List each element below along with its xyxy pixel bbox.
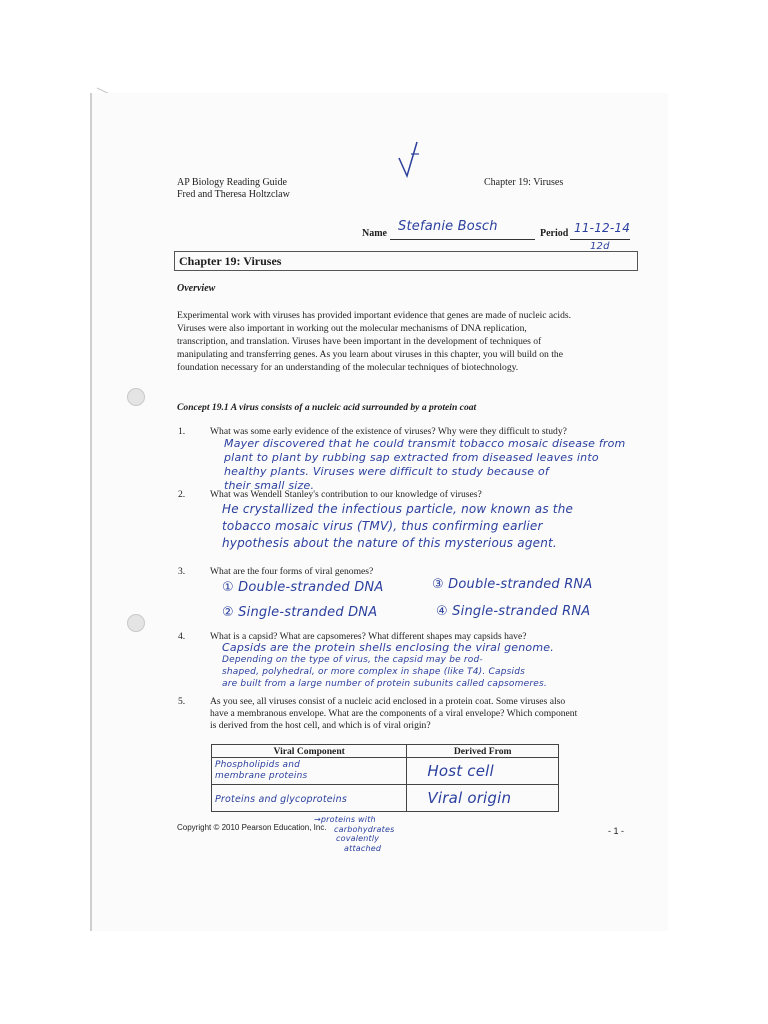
- question-number: 5.: [178, 696, 186, 707]
- guide-title: AP Biology Reading Guide: [177, 177, 287, 188]
- note-line: carbohydrates: [334, 824, 395, 834]
- period-date: 11-12-14: [574, 221, 631, 235]
- note-line: attached: [344, 843, 382, 853]
- table-cell: Viral origin: [407, 785, 559, 812]
- name-underline: [390, 239, 535, 240]
- check-mark-icon: [395, 140, 423, 180]
- page-number: - 1 -: [608, 826, 625, 836]
- question-number: 4.: [178, 631, 186, 642]
- concept-heading: Concept 19.1 A virus consists of a nucleic acid surrounded by a protein coat: [177, 402, 477, 413]
- overview-line: transcription, and translation. Viruses have been important in the development of techniques of: [177, 336, 542, 347]
- question-text: What is a capsid? What are capsomeres? What different shapes may capsids have?: [210, 631, 527, 642]
- question-text: [210, 696, 577, 732]
- answer-line: He crystallized the infectious particle, now known as the: [222, 502, 574, 516]
- genome-form: ① Double-stranded DNA: [222, 580, 384, 595]
- question-number: 3.: [178, 566, 186, 577]
- question-text: What are the four forms of viral genomes?: [210, 566, 374, 577]
- period-class: 12d: [590, 241, 610, 252]
- chapter-title: Chapter 19: Viruses: [179, 254, 282, 268]
- note-line: covalently: [336, 834, 380, 843]
- answer-text: [222, 501, 573, 552]
- answer-text: [222, 642, 554, 690]
- question-text: What was Wendell Stanley's contribution to our knowledge of viruses?: [210, 489, 482, 500]
- answer-line: are built from a large number of protein subunits called capsomeres.: [222, 679, 547, 689]
- table-note: [314, 815, 394, 853]
- question-line: have a membranous envelope. What are the components of a viral envelope? Which component: [210, 708, 578, 719]
- table-row: [212, 758, 559, 785]
- note-line: →proteins with: [314, 815, 376, 824]
- table-header-row: [212, 745, 559, 758]
- answer-line: their small size.: [224, 479, 315, 492]
- answer-line: plant to plant by rubbing sap extracted from diseased leaves into: [224, 451, 599, 464]
- genome-form: ④ Single-stranded RNA: [436, 604, 591, 619]
- punch-hole-top: [127, 388, 145, 406]
- overview-heading: Overview: [177, 283, 216, 294]
- answer-line: hypothesis about the nature of this mysterious agent.: [222, 536, 557, 550]
- overview-line: manipulating and transferring genes. As you learn about viruses in this chapter, you will build on the: [177, 349, 563, 360]
- answer-line: Mayer discovered that he could transmit tobacco mosaic disease from: [224, 437, 626, 450]
- period-underline: [570, 239, 630, 240]
- guide-authors: Fred and Theresa Holtzclaw: [177, 189, 290, 200]
- answer-line: healthy plants. Viruses were difficult to study because of: [224, 465, 549, 478]
- overview-paragraph: [177, 309, 571, 374]
- name-label: Name: [362, 228, 387, 239]
- genome-form: ② Single-stranded DNA: [222, 605, 378, 620]
- period-label: Period: [540, 228, 569, 239]
- question-line: As you see, all viruses consist of a nucleic acid enclosed in a protein coat. Some viruses also: [210, 696, 566, 707]
- answer-line: Depending on the type of virus, the capsid may be rod-: [222, 655, 483, 665]
- header-chapter: Chapter 19: Viruses: [484, 177, 564, 188]
- envelope-table: [211, 744, 559, 812]
- answer-line: shaped, polyhedral, or more complex in shape (like T4). Capsids: [222, 667, 525, 677]
- question-number: 1.: [178, 426, 186, 437]
- overview-line: Viruses were also important in working out the molecular mechanisms of DNA replication,: [177, 323, 527, 334]
- overview-line: Experimental work with viruses has provided important evidence that genes are made of nucleic acids.: [177, 310, 572, 321]
- question-text: What was some early evidence of the existence of viruses? Why were they difficult to study?: [210, 426, 567, 437]
- table-cell: Proteins and glycoproteins: [212, 785, 407, 812]
- answer-text: [224, 437, 625, 493]
- answer-line: Capsids are the protein shells enclosing the viral genome.: [222, 641, 554, 654]
- table-row: [212, 785, 559, 812]
- copyright: Copyright © 2010 Pearson Education, Inc.: [177, 823, 327, 832]
- overview-line: foundation necessary for an understanding of the molecular techniques of biotechnology.: [177, 362, 519, 373]
- table-cell: Phospholipids and membrane proteins: [212, 758, 407, 785]
- table-header: Derived From: [407, 745, 559, 758]
- student-name: Stefanie Bosch: [398, 219, 498, 234]
- genome-form: ③ Double-stranded RNA: [432, 577, 593, 592]
- answer-line: tobacco mosaic virus (TMV), thus confirming earlier: [222, 519, 543, 533]
- punch-hole-bottom: [127, 614, 145, 632]
- question-number: 2.: [178, 489, 186, 500]
- chapter-title-box: [174, 251, 638, 271]
- table-cell: Host cell: [407, 758, 559, 785]
- question-line: is derived from the host cell, and which is of viral origin?: [210, 720, 431, 731]
- table-header: Viral Component: [212, 745, 407, 758]
